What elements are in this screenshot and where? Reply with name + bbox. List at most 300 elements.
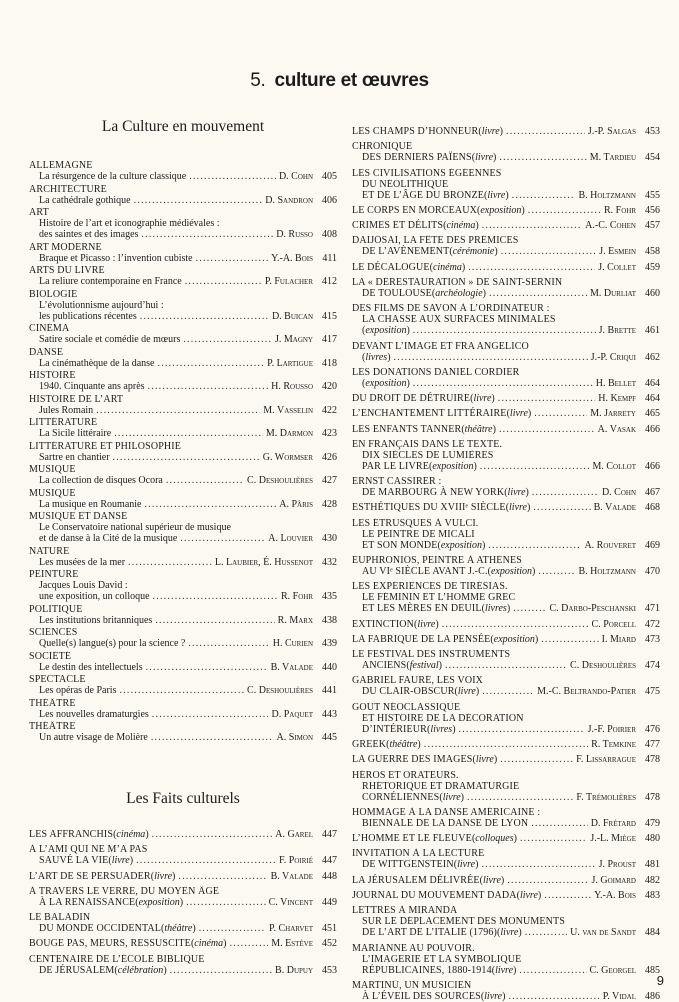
toc-entry [352, 905, 660, 938]
toc-leader-line [352, 754, 660, 765]
entry-genre: (livre) [478, 126, 504, 137]
entry-title-line: INVITATION À LA LECTURE [352, 848, 485, 860]
entry-text: D’INTÉRIEUR [362, 723, 427, 735]
entry-genre: (exposition) [429, 460, 477, 472]
entry-text: DU MONDE OCCIDENTAL [39, 923, 162, 935]
entry-category: DANSE [29, 346, 64, 358]
entry-title-line: HÉROS ET ORATEURS. [352, 769, 459, 781]
entry-subtitle: Jacques Louis David : [39, 580, 128, 592]
entry-text: À LA RENAISSANCE [39, 896, 136, 908]
entry-genre: (livres) [426, 723, 456, 735]
leader-dots [183, 334, 272, 345]
leader-dots [114, 428, 263, 439]
entry-genre-label: livre [509, 502, 527, 514]
entry-author: C. Porcell [591, 618, 636, 630]
entry-genre: (livres) [481, 603, 511, 615]
toc-entry [352, 439, 660, 472]
leader-dots [153, 591, 278, 602]
leader-dots [512, 190, 576, 201]
entry-category: SCIENCES [29, 627, 78, 639]
entry-page: 411 [322, 252, 337, 264]
leader-dots [186, 897, 266, 908]
entry-text: La musique en Roumanie [39, 498, 142, 510]
entry-category: ARTS DU LIVRE [29, 265, 105, 277]
faits-culturels-title: Les Faits culturels [126, 790, 240, 807]
entry-author: Y.-A. Bois [271, 252, 313, 264]
toc-leader-line [352, 262, 660, 273]
leader-dots [144, 499, 276, 510]
entry-author: C. Deshoulières [570, 660, 636, 672]
entry-genre: (cinéma) [190, 938, 227, 950]
entry-genre: (livre) [505, 502, 531, 514]
entry-page: 447 [322, 829, 337, 840]
entry-genre: (exposition) [362, 377, 410, 389]
toc-leader-line [29, 499, 337, 510]
entry-genre-label: cérémonie [452, 246, 495, 258]
entry-author: J. Brette [598, 325, 636, 337]
entry-author: J.-P. Criqui [590, 351, 636, 363]
toc-entry [29, 160, 337, 182]
toc-entry [29, 871, 337, 882]
entry-text: La cinémathèque de la danse [39, 357, 155, 369]
entry-title-line: LES ÉTRUSQUES À VULCI. [352, 517, 479, 529]
entry-text: LA GUERRE DES IMAGES [352, 754, 473, 766]
leader-dots [141, 229, 273, 240]
entry-page: 449 [322, 896, 337, 908]
entry-text: La collection de disques Ocora [39, 475, 163, 487]
entry-text: LA FABRIQUE DE LA PENSÉE [352, 633, 491, 645]
entry-author: A. Rouveret [584, 539, 636, 551]
leader-dots [113, 452, 260, 463]
entry-author: P. Vidal [602, 990, 636, 1002]
toc-leader-line [352, 246, 660, 257]
toc-entry [29, 323, 337, 345]
entry-page: 430 [322, 533, 337, 545]
toc-entry [352, 848, 660, 870]
toc-entry [352, 702, 660, 735]
page-number: 9 [656, 973, 664, 988]
entry-genre-label: cinéma [446, 220, 476, 232]
entry-genre: (livre) [497, 927, 522, 939]
entry-text: ET LES MÈRES EN DEUIL [362, 603, 482, 615]
entry-page: 435 [322, 591, 337, 603]
toc-entry [29, 464, 337, 486]
toc-leader-line [352, 408, 660, 419]
entry-category: MUSIQUE ET DANSE [29, 511, 128, 523]
entry-text: Jules Romain [39, 404, 94, 416]
leader-dots [413, 325, 596, 336]
toc-leader-line [352, 833, 660, 844]
entry-author: M. Collot [592, 460, 636, 472]
entry-genre: (exposition) [490, 633, 539, 645]
entry-category: ART [29, 207, 49, 218]
toc-entry [352, 555, 660, 577]
entry-genre-label: livre [442, 791, 461, 803]
entry-genre: (exposition) [362, 325, 410, 337]
entry-author: F. Trémolières [576, 791, 636, 803]
entry-page: 479 [645, 817, 660, 829]
toc-entry [352, 770, 660, 803]
leader-dots [180, 533, 265, 544]
leader-dots [152, 829, 273, 840]
entry-author: D. Cohn [278, 171, 313, 183]
toc-leader-line [29, 732, 337, 743]
entry-author: C. Vincent [268, 896, 313, 908]
entry-author: M. Jarrety [590, 408, 636, 420]
toc-leader-line [29, 229, 337, 240]
entry-page: 466 [645, 460, 660, 472]
entry-author: H. Bellet [595, 377, 636, 389]
entry-title-line: LA CHASSE AUX SURFACES MINIMALES [362, 314, 556, 326]
entry-page: 484 [645, 927, 660, 939]
entry-page: 462 [645, 351, 660, 363]
entry-genre-label: exposition [365, 325, 407, 337]
leader-dots [136, 855, 276, 866]
toc-leader-line [352, 890, 660, 901]
entry-text: À L’ÉVEIL DES SOURCES [362, 990, 481, 1002]
entry-genre: (exposition) [437, 539, 486, 551]
toc-leader-line [29, 253, 337, 264]
entry-title-line: DEVANT L’IMAGE ET FRA ANGELICO [352, 340, 529, 352]
entry-title-line: DU NÉOLITHIQUE [362, 178, 449, 190]
toc-entry [352, 943, 660, 976]
entry-author: J.-P. Salgas [587, 126, 636, 137]
entry-author: A.-C. Cohen [585, 220, 636, 232]
toc-entry [29, 488, 337, 510]
entry-text: Les nouvelles dramaturgies [39, 708, 149, 720]
leader-dots [166, 475, 244, 486]
entry-genre-label: livres [365, 351, 388, 363]
entry-text: DU CLAIR-OBSCUR [362, 686, 455, 698]
entry-text: CRIMES ET DÉLITS [352, 220, 444, 232]
entry-text: Quelle(s) langue(s) pour la science ? [39, 638, 186, 650]
entry-author: P. Charvet [269, 923, 313, 935]
toc-entry [29, 289, 337, 322]
toc-leader-line [29, 557, 337, 568]
leader-dots [532, 487, 599, 498]
toc-leader-line [29, 923, 337, 934]
toc-entry [352, 393, 660, 404]
leader-dots [413, 378, 593, 389]
entry-page: 417 [322, 334, 337, 346]
toc-entry [352, 341, 660, 363]
entry-category: MUSIQUE [29, 487, 76, 499]
entry-genre-label: célébration [117, 964, 164, 976]
entry-genre-label: livre [475, 152, 494, 164]
toc-entry [29, 627, 337, 649]
entry-genre: (livre) [484, 189, 509, 201]
entry-author: M.-C. Beltrando-Patier [537, 686, 636, 698]
entry-title-line: LES EXPÉRIENCES DE TIRÉSIAS. [352, 581, 508, 593]
entry-title-line: MARIANNE AU POUVOIR. [352, 942, 475, 954]
toc-leader-line [352, 686, 660, 697]
entry-text: ET SON MONDE [362, 539, 438, 551]
entry-category: LITTÉRATURE [29, 417, 98, 429]
entry-author: D. Russo [276, 229, 313, 241]
entry-genre-label: exposition [490, 566, 533, 578]
leader-dots [442, 619, 589, 630]
toc-entry [29, 912, 337, 934]
entry-author: H. Kempf [598, 393, 636, 405]
toc-leader-line [29, 452, 337, 463]
entry-page: 471 [645, 603, 660, 615]
toc-leader-line [29, 591, 337, 602]
entry-page: 432 [322, 556, 337, 568]
entry-text: 1940. Cinquante ans après [39, 381, 145, 393]
entry-author: J.-L. Miège [590, 833, 636, 845]
entry-category: NATURE [29, 545, 70, 557]
entry-author: F. Lissarrague [576, 754, 636, 766]
toc-leader-line [29, 709, 337, 720]
toc-entry [29, 886, 337, 908]
leader-dots [199, 923, 266, 934]
entry-genre-label: théâtre [464, 423, 493, 435]
leader-dots [148, 381, 269, 392]
leader-dots [533, 502, 590, 513]
toc-leader-line [29, 615, 337, 626]
entry-genre-label: livre [487, 189, 506, 201]
entry-genre-label: exposition [440, 539, 482, 551]
entry-title-line: CHRONIQUE [352, 141, 413, 153]
entry-text: DE L’ART DE L’ITALIE (1796) [362, 927, 498, 939]
entry-page: 420 [322, 381, 337, 393]
entry-page: 448 [322, 870, 337, 882]
entry-page: 468 [645, 502, 660, 514]
entry-author: J. Goimard [591, 874, 636, 886]
entry-genre-label: livre [475, 754, 494, 766]
entry-text: DU DROIT DE DÉTRUIRE [352, 393, 471, 405]
entry-author: A. Pâris [279, 498, 313, 510]
toc-entry [29, 698, 337, 720]
toc-entry [352, 424, 660, 435]
entry-genre: (livre) [472, 754, 498, 766]
entry-page: 443 [322, 708, 337, 720]
entry-subtitle: Le Conservatoire national supérieur de musique [39, 522, 231, 534]
entry-category: BIOLOGIE [29, 288, 78, 300]
entry-title-line: LES CIVILISATIONS ÉGÉENNES [352, 167, 502, 179]
entry-page: 464 [645, 377, 660, 389]
entry-page: 461 [645, 325, 660, 337]
entry-author: Y.-A. Bois [594, 889, 636, 901]
entry-page: 455 [645, 189, 660, 201]
leader-dots [196, 253, 268, 264]
entry-text: et de danse à la Cité de la musique [39, 533, 178, 545]
toc-leader-line [29, 428, 337, 439]
toc-entry [352, 619, 660, 630]
entry-author: M. Darmon [265, 428, 313, 440]
leader-dots [394, 352, 588, 363]
leader-dots [507, 875, 588, 886]
entry-author: B. Valade [270, 870, 313, 882]
toc-leader-line [352, 965, 660, 976]
toc-entry [29, 184, 337, 206]
entry-genre: (exposition) [135, 896, 184, 908]
entry-title-line: CENTENAIRE DE L’ÉCOLE BIBLIQUE [29, 953, 205, 965]
leader-dots [467, 792, 573, 803]
toc-leader-line [29, 475, 337, 486]
entry-page: 481 [645, 859, 660, 871]
toc-entry [29, 829, 337, 840]
entry-text: DE WITTGENSTEIN [362, 859, 454, 871]
entry-genre-label: cinéma [116, 829, 146, 840]
entry-genre: (livre) [414, 618, 439, 630]
entry-subtitle: Histoire de l’art et iconographie médiévales : [39, 218, 220, 230]
toc-entry [29, 347, 337, 369]
entry-page: 438 [322, 614, 337, 626]
toc-leader-line [29, 334, 337, 345]
entry-genre-label: théâtre [389, 739, 418, 751]
toc-entry [29, 938, 337, 949]
entry-page: 422 [322, 404, 337, 416]
entry-genre-label: livres [430, 723, 453, 735]
toc-entry [352, 754, 660, 765]
entry-page: 447 [322, 855, 337, 867]
entry-text: GREEK [352, 739, 387, 751]
entry-text: DE TOULOUSE [362, 287, 432, 299]
entry-genre-label: livre [154, 870, 173, 882]
entry-author: P. Fulacher [264, 276, 313, 288]
entry-genre-label: livre [457, 859, 476, 871]
toc-entry [29, 674, 337, 696]
entry-genre-label: colloques [475, 833, 514, 845]
entry-category: HISTOIRE [29, 370, 76, 382]
entry-text: CORNÉLIENNES [362, 791, 440, 803]
culture-mouvement-title: La Culture en mouvement [101, 118, 265, 135]
entry-text: des saintes et des images [39, 229, 139, 241]
entry-category: SOCIÉTÉ [29, 650, 72, 662]
entry-text: Les institutions britanniques [39, 614, 153, 626]
entry-text: LE CORPS EN MORCEAUX [352, 204, 477, 216]
toc-leader-line [29, 195, 337, 206]
entry-page: 454 [645, 152, 660, 164]
entry-page: 478 [645, 754, 660, 766]
entry-title-line: SUR LE DÉPLACEMENT DES MONUMENTS [362, 916, 565, 928]
entry-genre: (livre) [471, 152, 497, 164]
entry-text: DE JÉRUSALEM [39, 964, 115, 976]
entry-genre: (colloques) [471, 833, 517, 845]
entry-title-line: À TRAVERS LE VERRE, DU MOYEN ÂGE [29, 885, 220, 897]
entry-author: A. Louvier [268, 533, 313, 545]
leader-dots [158, 358, 265, 369]
toc-leader-line [352, 487, 660, 498]
entry-text: DE MARBOURG À NEW YORK [362, 487, 505, 499]
entry-genre: (livre) [150, 870, 176, 882]
entry-text: DE L’AVÈNEMENT [362, 246, 450, 258]
entry-page: 475 [645, 686, 660, 698]
leader-dots [508, 991, 599, 1002]
entry-title-line: LE FESTIVAL DES INSTRUMENTS [352, 649, 511, 661]
entry-genre: (cinéma) [429, 261, 466, 273]
entry-genre: (livre) [454, 686, 480, 698]
toc-leader-line [352, 190, 660, 201]
entry-page: 474 [645, 660, 660, 672]
entry-page: 480 [645, 833, 660, 845]
toc-entry [352, 168, 660, 201]
entry-genre: (théâtre) [161, 923, 196, 935]
toc-leader-line [352, 859, 660, 870]
entry-author: C. Georgel [589, 964, 636, 976]
entry-author: L. Laubier, É. Hussenot [214, 556, 313, 568]
toc-leader-line [29, 381, 337, 392]
leader-dots [152, 709, 269, 720]
leader-dots [459, 724, 585, 735]
entry-title-line: LE FÉMININ ET L’HOMME GREC [362, 592, 516, 604]
entry-genre-label: théâtre [164, 923, 193, 935]
entry-title-line: DAIJŌSAI, LA FÊTE DES PRÉMICES [352, 235, 519, 247]
leader-dots [445, 660, 567, 671]
entry-genre-label: festival [409, 660, 439, 672]
entry-genre-label: livre [482, 874, 501, 886]
entry-author: A. Vasak [597, 423, 636, 435]
toc-entry [352, 833, 660, 844]
toc-leader-line [352, 205, 660, 216]
entry-text: PAR LE LIVRE [362, 460, 429, 472]
entry-page: 440 [322, 661, 337, 673]
toc-entry [29, 511, 337, 544]
toc-leader-line [352, 739, 660, 750]
toc-entry [29, 954, 337, 976]
entry-text: BOUGE PAS, MEURS, RESSUSCITE [29, 938, 191, 950]
entry-page: 469 [645, 539, 660, 551]
entry-category: CINÉMA [29, 323, 70, 335]
entry-author: P. Lartigue [267, 357, 313, 369]
entry-page: 458 [645, 246, 660, 258]
entry-page: 406 [322, 194, 337, 206]
entry-title-line: DIX SIÈCLES DE LUMIÈRES [362, 449, 494, 461]
entry-author: B. Holtzmann [578, 566, 636, 578]
entry-genre: (cinéma) [113, 829, 149, 840]
leader-dots [498, 393, 596, 404]
entry-title-line: LE BALADIN [29, 912, 91, 923]
entry-text: LES ENFANTS TANNER [352, 423, 462, 435]
entry-author: M. Estève [271, 938, 313, 950]
toc-leader-line [29, 171, 337, 182]
toc-leader-line [352, 660, 660, 671]
entry-genre: (festival) [406, 660, 442, 672]
leader-dots [499, 152, 586, 163]
leader-dots [520, 833, 587, 844]
entry-text: JOURNAL DU MOUVEMENT DADA [352, 889, 517, 901]
entry-page: 439 [322, 638, 337, 650]
toc-entry [352, 262, 660, 273]
leader-dots [188, 638, 269, 649]
toc-leader-line [29, 829, 337, 840]
toc-leader-line [352, 540, 660, 551]
entry-genre: (célébration) [114, 964, 167, 976]
entry-genre: (livre) [506, 408, 532, 420]
entry-author: F. Poirié [279, 855, 313, 867]
entry-category: HISTOIRE DE L’ART [29, 393, 124, 405]
entry-author: U. van de Sandt [570, 927, 636, 939]
entry-category: ART MODERNE [29, 241, 102, 253]
entry-text: SAUVÉ LA VIE [39, 855, 109, 867]
toc-entry [29, 651, 337, 673]
section-title: culture et œuvres [274, 70, 429, 91]
leader-dots [155, 615, 274, 626]
toc-leader-line [352, 378, 660, 389]
toc-entry [352, 649, 660, 671]
entry-subtitle: L’évolutionnisme aujourd’hui : [39, 299, 164, 311]
toc-leader-line [29, 638, 337, 649]
entry-page: 415 [322, 310, 337, 322]
entry-genre: (livres) [362, 351, 391, 363]
entry-genre-label: archéologie [435, 287, 483, 299]
entry-text: une exposition, un colloque [39, 591, 150, 603]
leader-dots [146, 662, 268, 673]
toc-leader-line [352, 724, 660, 735]
toc-entry [352, 126, 660, 137]
entry-title-line: L’IMAGERIE ET LA SYMBOLIQUE [362, 953, 522, 965]
